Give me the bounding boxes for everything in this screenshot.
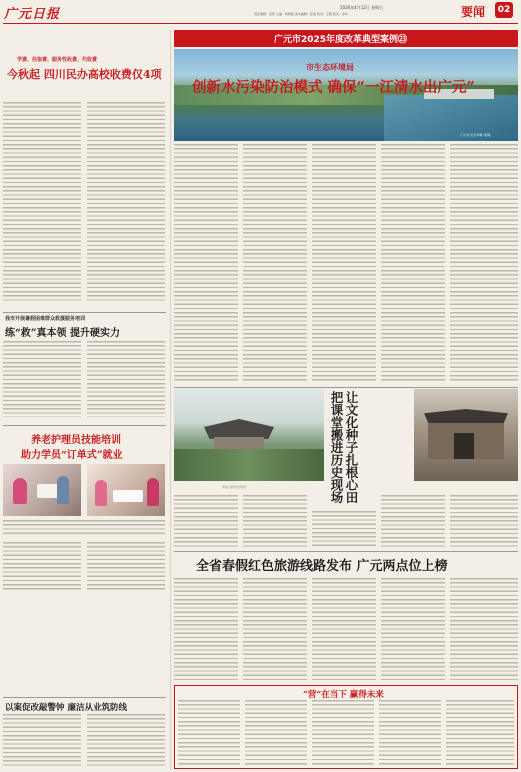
masthead-date: 2026年4月12日 星期日 (340, 5, 384, 10)
feature-col-1 (174, 144, 238, 382)
photo-feature-body-2 (243, 495, 307, 547)
nursing-body-right (87, 542, 165, 592)
feature-headline: 创新水污染防治模式 确保“一江清水出广元” (192, 79, 475, 96)
photo-feature-body-5 (450, 495, 518, 547)
feature-col-2 (243, 144, 307, 382)
integrity-body-right (87, 714, 165, 768)
boxed-col-5 (446, 700, 514, 766)
boxed-headline: “营”在当下 赢得未来 (303, 690, 384, 700)
boxed-col-2 (245, 700, 307, 766)
rescue-body-right (87, 341, 165, 417)
nursing-photo-1 (3, 464, 81, 516)
reform-banner (174, 30, 518, 47)
photo-feature (174, 389, 518, 549)
red-tourism-col-5 (450, 578, 518, 680)
heritage-photo-main (174, 389, 324, 481)
col1-article-rescue (3, 313, 166, 421)
red-tourism-article (174, 552, 518, 682)
nursing-body-left (3, 542, 81, 592)
feature-photo-caption: 广元市“生态环境”案例。 (460, 133, 494, 137)
tuition-headline: 今秋起 四川民办高校收费仅4项 (7, 68, 162, 81)
boxed-col-3 (312, 700, 374, 766)
heritage-photo-caption: 李家大院历史场景 (222, 485, 247, 489)
red-tourism-col-4 (381, 578, 445, 680)
photo-feature-body-1 (174, 495, 238, 547)
feature-col-4 (381, 144, 445, 382)
section-label: 要闻 (461, 5, 486, 19)
banner-title: 广元市2025年度改革典型案例㉓ (274, 35, 408, 45)
vertical-headline (329, 389, 409, 507)
rescue-kicker: 我市开展暑假困难群众救援服务培训 (5, 316, 86, 322)
masthead-meta: 责任编辑：吴欣 主编：杨晓丽 美术编辑：张丽 校对：王霞 版式：李华 (254, 12, 348, 16)
col1-article-nursing (3, 426, 166, 666)
tuition-body-left (3, 102, 81, 302)
integrity-body-left (3, 714, 81, 768)
boxed-article (174, 685, 518, 769)
nursing-headline-1: 养老护理员技能培训 (31, 435, 121, 446)
page-number: 02 (495, 2, 513, 18)
rescue-body-left (3, 341, 81, 417)
nursing-caption (3, 520, 165, 536)
feature-kicker: 市生态环境局 (306, 63, 354, 72)
integrity-headline: 以案促改敲警钟 廉洁从业筑防线 (5, 703, 127, 713)
red-tourism-col-3 (312, 578, 376, 680)
vertical-headline-text: 让文化种子扎根心田 把课堂搬进历史现场 (329, 391, 359, 504)
newspaper-logo: 广元日报 (4, 7, 61, 22)
tuition-body-right (87, 102, 165, 302)
masthead (0, 0, 521, 30)
nursing-photo-2 (87, 464, 165, 516)
heritage-photo-right (414, 389, 518, 481)
red-tourism-headline: 全省春假红色旅游线路发布 广元两点位上榜 (196, 559, 448, 574)
boxed-col-1 (178, 700, 240, 766)
col1-article-integrity (3, 698, 166, 770)
feature-col-5 (450, 144, 518, 382)
rescue-headline: 练“救”真本领 提升硬实力 (5, 328, 120, 339)
photo-feature-body-3 (312, 511, 376, 547)
red-tourism-col-2 (243, 578, 307, 680)
tuition-kicker: 学费、住宿费、服务性收费、代收费 (17, 57, 98, 63)
feature-col-3 (312, 144, 376, 382)
photo-feature-body-4 (381, 495, 445, 547)
feature-body (174, 144, 518, 382)
col1-article-tuition (3, 40, 166, 310)
boxed-col-4 (379, 700, 441, 766)
nursing-headline-2: 助力学员“订单式”就业 (21, 450, 123, 461)
red-tourism-col-1 (174, 578, 238, 680)
masthead-rule (3, 23, 518, 24)
feature-hero-photo (174, 49, 518, 141)
